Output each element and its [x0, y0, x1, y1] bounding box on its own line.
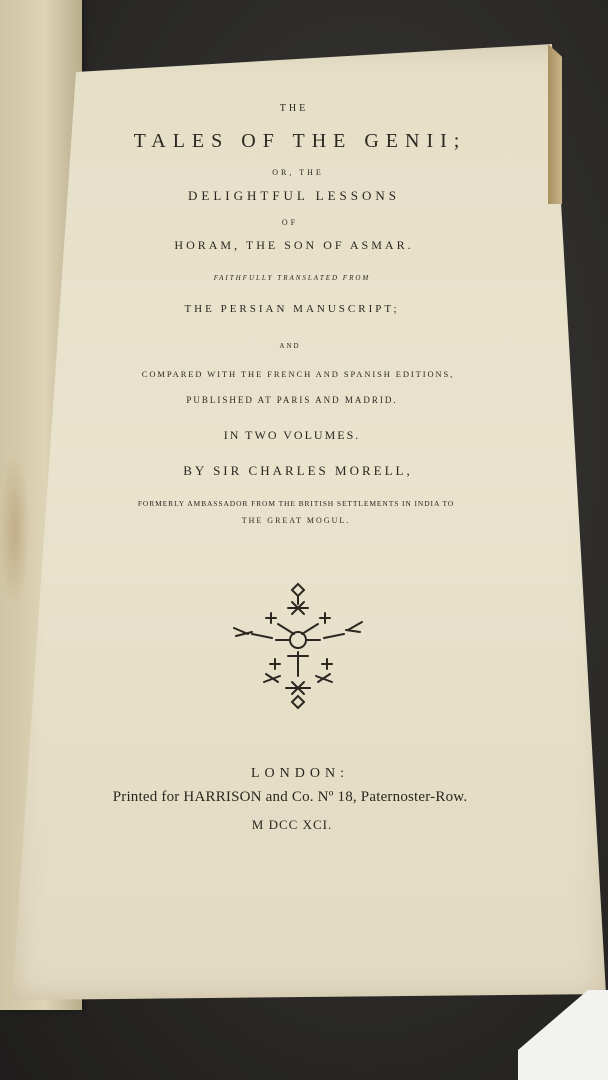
persian-line: THE PERSIAN MANUSCRIPT; [184, 303, 400, 315]
subtitle: DELIGHTFUL LESSONS [188, 188, 400, 203]
london-line: LONDON: [251, 766, 349, 781]
and-label: AND [279, 342, 301, 350]
the-label: THE [279, 103, 309, 114]
author-line: BY SIR CHARLES MORELL, [183, 463, 413, 478]
faithfully-line: FAITHFULLY TRANSLATED FROM [213, 274, 371, 282]
date-line: M DCC XCI. [251, 817, 333, 832]
of-label: OF [281, 218, 299, 227]
formerly-line: FORMERLY AMBASSADOR FROM THE BRITISH SETTLEMENTS IN INDIA TO [137, 499, 455, 508]
published-line: PUBLISHED AT PARIS AND MADRID. [186, 395, 398, 405]
or-the-label: OR, THE [272, 168, 324, 177]
compared-line: COMPARED WITH THE FRENCH AND SPANISH EDITIONS, [141, 369, 455, 379]
printer-line: Printed for HARRISON and Co. Nº 18, Paternoster-Row. [112, 789, 468, 805]
volumes-line: IN TWO VOLUMES. [223, 428, 361, 442]
floral-fleuron-icon [226, 578, 370, 718]
book-title: TALES OF THE GENII; [133, 130, 467, 152]
page-edge [548, 44, 562, 204]
mogul-line: THE GREAT MOGUL. [241, 516, 351, 525]
horam-line: HORAM, THE SON OF ASMAR. [174, 238, 414, 252]
